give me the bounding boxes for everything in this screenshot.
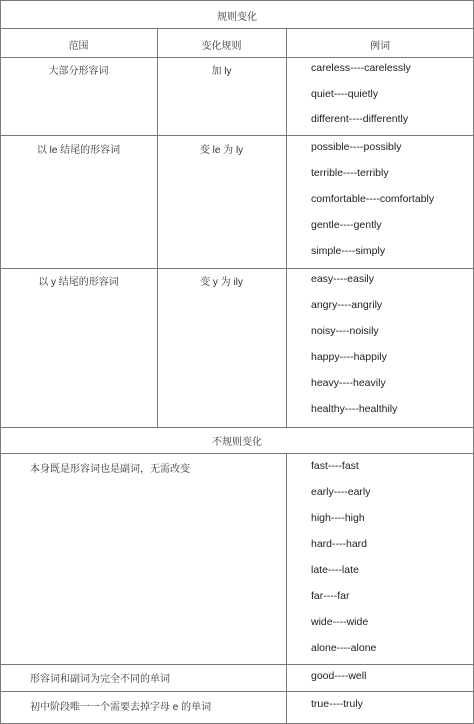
example-word: easy----easily: [311, 273, 375, 285]
table-border-line: [157, 268, 158, 427]
section-title-regular: 规则变化: [217, 12, 257, 23]
table-border-line: [0, 28, 474, 29]
example-word: happy----happily: [311, 351, 387, 363]
table-border-line: [0, 268, 474, 269]
range-cell: 形容词和副词为完全不同的单词: [30, 674, 170, 685]
example-word: wide----wide: [311, 616, 369, 628]
table-border-line: [0, 135, 474, 136]
example-word: good----well: [311, 670, 367, 682]
example-word: angry----angrily: [311, 299, 383, 311]
example-word: healthy----healthily: [311, 403, 398, 415]
header-rule: 变化规则: [201, 41, 242, 52]
header-range: 范围: [68, 41, 89, 52]
table-border-line: [0, 453, 474, 454]
rule-cell: 变 y 为 ily: [200, 277, 243, 288]
example-word: simple----simply: [311, 245, 386, 257]
example-word: far----far: [311, 590, 350, 602]
table-border-line: [286, 453, 287, 723]
table-border-line: [286, 268, 287, 427]
example-word: true----truly: [311, 698, 363, 710]
example-word: gentle----gently: [311, 219, 382, 231]
example-word: quiet----quietly: [311, 88, 379, 100]
range-cell: 以 y 结尾的形容词: [38, 277, 119, 288]
table-border-line: [0, 0, 474, 1]
table-border-line: [0, 57, 474, 58]
header-examples: 例词: [370, 41, 390, 52]
example-word: terrible----terribly: [311, 167, 389, 179]
rule-cell: 加 ly: [211, 66, 232, 77]
table-border-line: [0, 0, 1, 724]
example-word: possible----possibly: [311, 141, 402, 153]
range-cell: 以 le 结尾的形容词: [36, 145, 121, 156]
example-word: early----early: [311, 486, 371, 498]
range-cell: 大部分形容词: [48, 66, 109, 77]
example-word: high----high: [311, 512, 365, 524]
example-word: fast----fast: [311, 460, 359, 472]
example-word: noisy----noisily: [311, 325, 379, 337]
example-word: late----late: [311, 564, 359, 576]
example-word: different----differently: [311, 113, 409, 125]
rule-cell: 变 le 为 ly: [199, 145, 244, 156]
table-border-line: [0, 427, 474, 428]
table-border-line: [286, 28, 287, 268]
example-word: comfortable----comfortably: [311, 193, 435, 205]
example-word: hard----hard: [311, 538, 368, 550]
section-title-irregular: 不规则变化: [212, 437, 262, 448]
table-border-line: [0, 691, 474, 692]
example-word: careless----carelessly: [311, 62, 411, 74]
example-word: alone----alone: [311, 642, 377, 654]
example-word: heavy----heavily: [311, 377, 386, 389]
range-cell: 初中阶段唯一一个需要去掉字母 e 的单词: [30, 702, 212, 713]
range-cell: 本身既是形容词也是副词，无需改变: [30, 464, 190, 475]
table-border-line: [0, 664, 474, 665]
